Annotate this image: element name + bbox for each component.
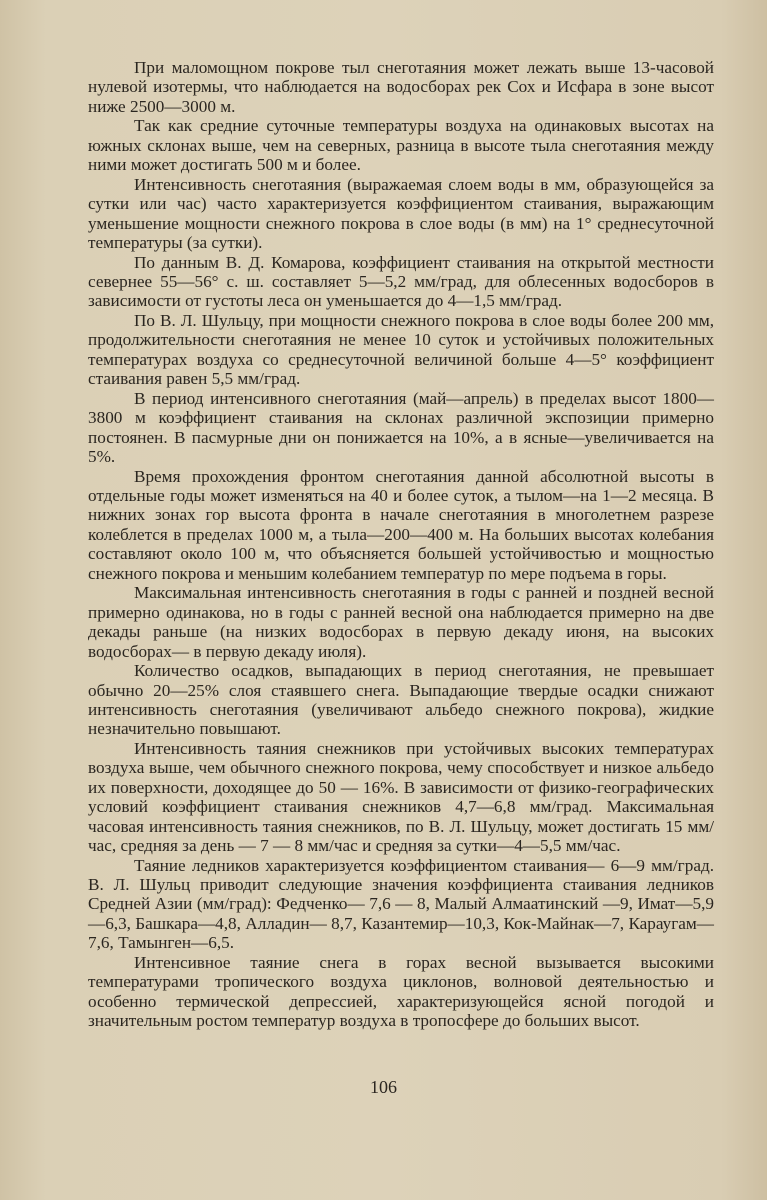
body-text [88, 58, 714, 1031]
paragraph: Таяние ледников характеризуется коэффициентом стаивания— 6—9 мм/град. В. Л. Шульц приводит следующие значения коэффициента стаивания ледников Средней Азии (мм/град): Федченко— 7,6 — 8, Малый Алмаатинский —9, Имат—5,9—6,3, Башкара—4,8, Алладин— 8,7, Казантемир—10,3, Кок-Майнак—7, Караугам—7,6, Тамынген—6,5. [88, 855, 714, 953]
paragraph: По В. Л. Шульцу, при мощности снежного покрова в слое воды более 200 мм, продолжительности снеготаяния не менее 10 суток и устойчивых положительных температурах воздуха со среднесуточной величиной больше 4—5° коэффициент стаивания равен 5,5 мм/град. [88, 310, 714, 389]
paragraph: Максимальная интенсивность снеготаяния в годы с ранней и поздней весной примерно одинакова, но в годы с ранней весной она наблюдается примерно на две декады раньше (на низких водосборах в первую декаду июня, на высоких водосборах— в первую декаду июля). [88, 583, 714, 661]
paragraph: Так как средние суточные температуры воздуха на одинаковых высотах на южных склонах выше, чем на северных, разница в высоте тыла снеготаяния между ними может достигать 500 м и более. [88, 116, 714, 175]
paragraph: Интенсивность снеготаяния (выражаемая слоем воды в мм, образующейся за сутки или час) часто характеризуется коэффициентом стаивания, выражающим уменьшение мощности снежного покрова в слое воды (в мм) на 1° среднесуточной температуры (за сутки). [88, 174, 714, 253]
paragraph: Количество осадков, выпадающих в период снеготаяния, не превышает обычно 20—25% слоя стаявшего снега. Выпадающие твердые осадки снижают интенсивность снеготаяния (увеличивают альбедо снежного покрова), жидкие незначительно повышают. [88, 661, 714, 739]
paragraph: Время прохождения фронтом снеготаяния данной абсолютной высоты в отдельные годы может изменяться на 40 и более суток, а тылом—на 1—2 месяца. В нижних зонах гор высота фронта в начале снеготаяния в многолетнем разрезе колеблется в пределах 1000 м, а тыла—200—400 м. На больших высотах колебания составляют около 100 м, что объясняется большей устойчивостью и мощностью снежного покрова и меньшим колебанием температур по мере подъема в горы. [88, 466, 714, 583]
paragraph: По данным В. Д. Комарова, коэффициент стаивания на открытой местности севернее 55—56° с. ш. составляет 5—5,2 мм/град, для облесенных водосборов в зависимости от густоты леса он уменьшается до 4—1,5 мм/град. [88, 252, 714, 311]
paragraph: В период интенсивного снеготаяния (май—апрель) в пределах высот 1800—3800 м коэффициент стаивания на склонах различной экспозиции примерно постоянен. В пасмурные дни он понижается на 10%, а в ясные—увеличивается на 5%. [88, 388, 714, 467]
page-number: 106 [370, 1077, 397, 1097]
paragraph: Интенсивное таяние снега в горах весной вызывается высокими температурами тропического воздуха циклонов, волновой деятельностью и особенно термической депрессией, характеризующейся ясной погодой и значительным ростом температур воздуха в тропосфере до больших высот. [88, 952, 714, 1031]
paragraph: При маломощном покрове тыл снеготаяния может лежать выше 13-часовой нулевой изотермы, что наблюдается на водосборах рек Сох и Исфара в зоне высот ниже 2500—3000 м. [88, 58, 714, 116]
paragraph: Интенсивность таяния снежников при устойчивых высоких температурах воздуха выше, чем обычного снежного покрова, чему способствует и низкое альбедо их поверхности, доходящее до 50 — 16%. В зависимости от физико-географических условий коэффициент стаивания снежников 4,7—6,8 мм/град. Максимальная часовая интенсивность таяния снежников, по В. Л. Шульцу, может достигать 15 мм/час, средняя за день — 7 — 8 мм/час и средняя за сутки—4—5,5 мм/час. [88, 738, 714, 856]
